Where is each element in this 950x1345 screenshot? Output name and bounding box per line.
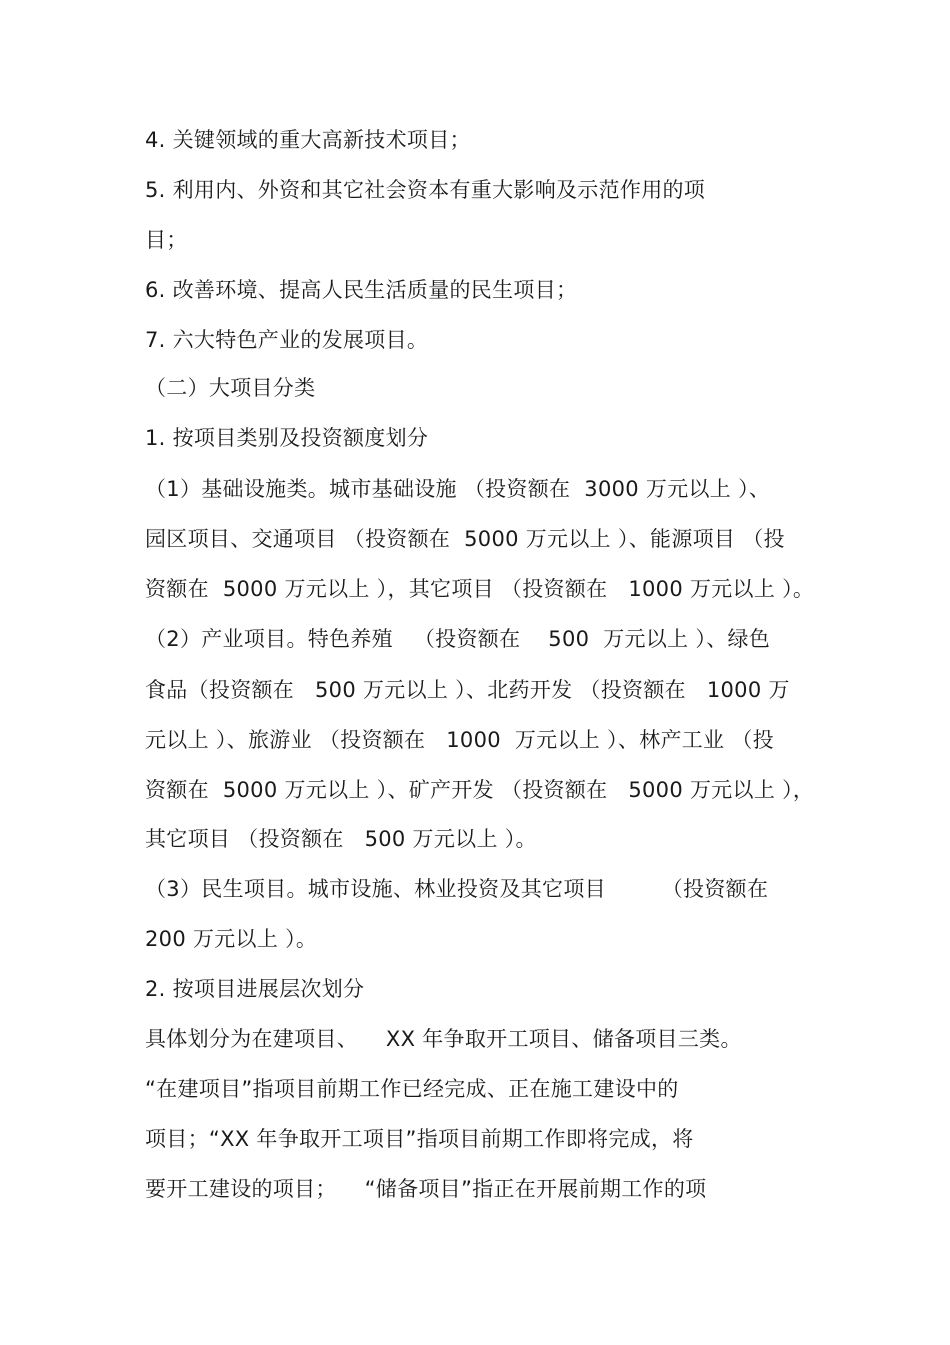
section-heading: （二）大项目分类 [145, 376, 316, 400]
text-line: （3）民生项目。城市设施、林业投资及其它项目 （投资额在 [145, 877, 769, 901]
text-line: 食品（投资额在 500 万元以上 ）、北药开发 （投资额在 1000 万 [145, 678, 790, 702]
subsection-heading: 1. 按项目类别及投资额度划分 [145, 426, 429, 450]
text-line: 目； [145, 228, 188, 252]
text-line: 具体划分为在建项目、 XX 年争取开工项目、储备项目三类。 [145, 1027, 742, 1051]
text-line: 6. 改善环境、提高人民生活质量的民生项目； [145, 278, 578, 302]
text-line: 元以上 ）、旅游业 （投资额在 1000 万元以上 ）、林产工业 （投 [145, 728, 774, 752]
text-line: 园区项目、交通项目 （投资额在 5000 万元以上 ）、能源项目 （投 [145, 527, 785, 551]
text-line: 7. 六大特色产业的发展项目。 [145, 328, 429, 352]
text-line: 4. 关键领域的重大高新技术项目； [145, 128, 471, 152]
text-line: 资额在 5000 万元以上 ），其它项目 （投资额在 1000 万元以上 ）。 [145, 577, 815, 601]
text-line: “在建项目”指项目前期工作已经完成、正在施工建设中的 [145, 1077, 679, 1101]
text-line: （2）产业项目。特色养殖 （投资额在 500 万元以上 ）、绿色 [145, 627, 771, 651]
text-line: 200 万元以上 ）。 [145, 927, 318, 951]
text-line: 5. 利用内、外资和其它社会资本有重大影响及示范作用的项 [145, 178, 706, 202]
text-line: 要开工建设的项目； “储备项目”指正在开展前期工作的项 [145, 1177, 707, 1201]
text-line: 其它项目 （投资额在 500 万元以上 ）。 [145, 827, 537, 851]
text-line: 资额在 5000 万元以上 ）、矿产开发 （投资额在 5000 万元以上 ）， [145, 778, 815, 802]
text-line: 项目；“XX 年争取开工项目”指项目前期工作即将完成，将 [145, 1127, 694, 1151]
subsection-heading: 2. 按项目进展层次划分 [145, 977, 365, 1001]
text-line: （1）基础设施类。城市基础设施 （投资额在 3000 万元以上 ）、 [145, 477, 771, 501]
